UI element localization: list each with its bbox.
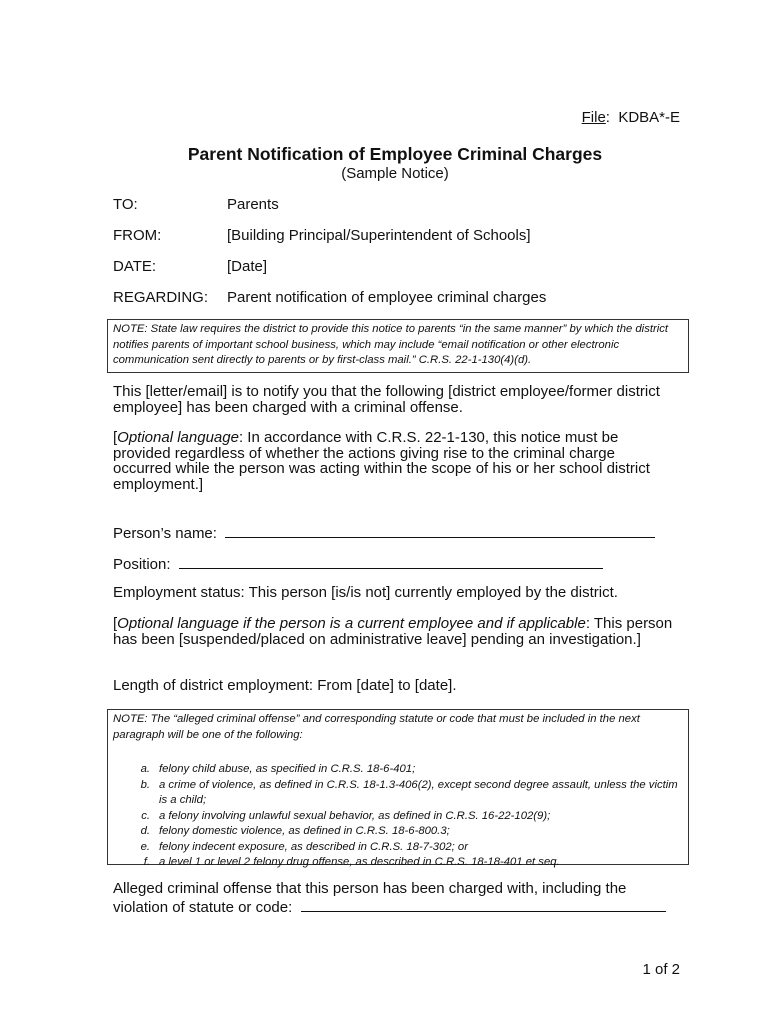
document-title: Parent Notification of Employee Criminal Charges <box>187 144 603 164</box>
from-label: FROM: <box>113 227 162 244</box>
alleged-offense-blank[interactable] <box>301 897 666 912</box>
list-item: b. a crime of violence, as defined in C.R.S. 18-1.3-406(2), except second degree assault, unless the victim is a child; <box>140 778 678 806</box>
list-item: f. a level 1 or level 2 felony drug offense, as described in C.R.S. 18-18-401 et seq. <box>143 856 560 868</box>
persons-name-label: Person’s name: <box>113 525 217 542</box>
file-separator: : <box>605 109 610 126</box>
regarding-label: REGARDING: <box>113 289 209 306</box>
employment-status-line: Employment status: This person [is/is not] currently employed by the district. <box>113 584 618 601</box>
length-of-employment-line: Length of district employment: From [date] to [date]. <box>113 677 457 694</box>
delivery-note-box: NOTE: State law requires the district to provide this notice to parents “in the same manner” by which the district notifies parents of important school business, which may include “email notification or other electronic communication sent directly to parents or by first-class mail.” C.R.S. 22-1-130(4)(d). <box>107 319 689 373</box>
list-item: e. felony indecent exposure, as described in C.R.S. 18-7-302; or <box>140 840 468 853</box>
file-code: KDBA*-E <box>618 109 680 126</box>
offense-note-intro: NOTE: The “alleged criminal offense” and corresponding statute or code that must be included in the next paragraph will be one of the following: <box>113 713 640 741</box>
current-employee-optional-label: Optional language if the person is a current employee and if applicable <box>117 615 586 632</box>
position-label: Position: <box>113 556 171 573</box>
file-label: File <box>581 109 606 126</box>
current-employee-paragraph: [Optional language if the person is a current employee and if applicable: This person has been [suspended/placed on administrative leave] pending an investigation.] <box>113 615 673 648</box>
offense-list <box>113 762 683 871</box>
optional-language-paragraph: [Optional language: In accordance with C.R.S. 22-1-130, this notice must be provided regardless of whether the actions giving rise to the criminal charge occurred while the person was acting within the scope of his or her school district employment.] <box>113 429 650 493</box>
date-label: DATE: <box>113 258 157 275</box>
page-number: 1 of 2 <box>642 961 680 978</box>
intro-paragraph: This [letter/email] is to notify you that the following [district employee/former district employee] has been charged with a criminal offense. <box>113 383 660 416</box>
persons-name-blank[interactable] <box>225 523 655 538</box>
list-item: a. felony child abuse, as specified in C.R.S. 18-6-401; <box>140 763 416 775</box>
position-line <box>113 554 673 573</box>
file-reference <box>582 109 680 126</box>
alleged-offense-line-1: Alleged criminal offense that this person has been charged with, including the <box>113 880 627 897</box>
offense-note-box <box>107 709 689 868</box>
position-blank[interactable] <box>179 554 603 569</box>
list-item: c. a felony involving unlawful sexual behavior, as defined in C.R.S. 16-22-102(9); <box>141 809 551 822</box>
persons-name-line <box>113 523 673 542</box>
alleged-offense-label: violation of statute or code: <box>113 899 293 916</box>
from-value: [Building Principal/Superintendent of Schools] <box>227 227 531 244</box>
to-value: Parents <box>227 196 279 213</box>
alleged-offense-line-2 <box>113 897 673 916</box>
to-label: TO: <box>113 196 138 213</box>
optional-language-label: Optional language <box>117 429 239 446</box>
regarding-value: Parent notification of employee criminal charges <box>227 289 547 306</box>
list-item: d. felony domestic violence, as defined in C.R.S. 18-6-800.3; <box>140 825 450 837</box>
date-value: [Date] <box>227 258 268 275</box>
document-subtitle: (Sample Notice) <box>341 165 449 182</box>
